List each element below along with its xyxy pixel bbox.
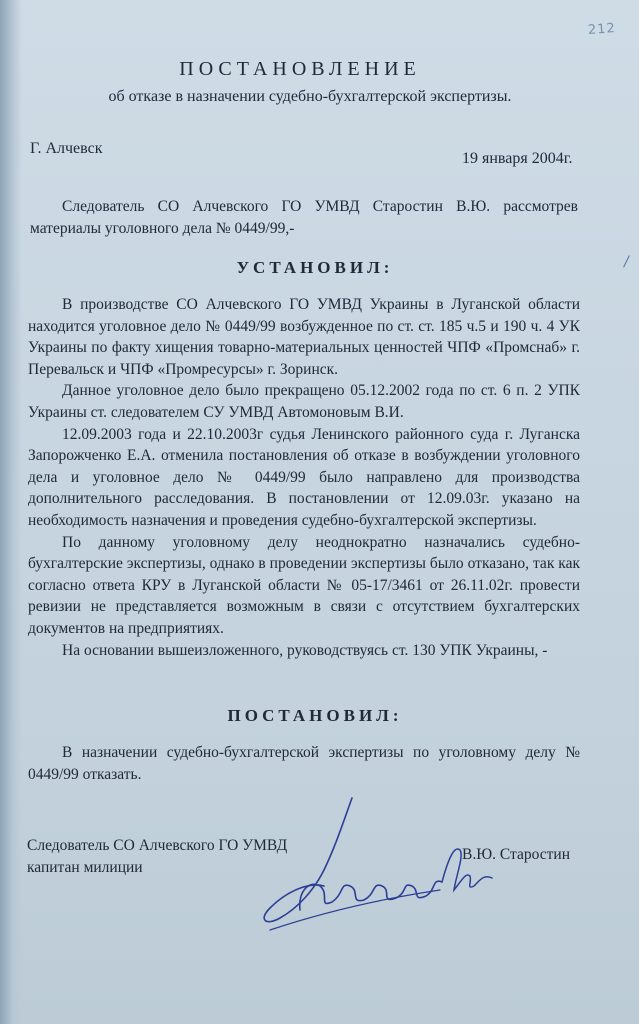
- city: Г. Алчевск: [30, 140, 103, 157]
- body-paragraph: По данному уголовному делу неоднократно назначались судебно-бухгалтерские экспертизы, однако в проведении экспертизы было отказано, так как согласно ответа КРУ в Луганской области № 05-17/3461 от 26.11.02г. провести ревизии не представляется возможным в связи с отсутствием бухгалтерских документов на предприятиях.: [28, 533, 580, 637]
- page-number: 212: [587, 21, 617, 38]
- signer-title: Следователь СО Алчевского ГО УМВД: [27, 837, 288, 854]
- document-title: ПОСТАНОВЛЕНИЕ: [179, 58, 421, 80]
- body-paragraph: Данное уголовное дело было прекращено 05.12.2002 года по ст. 6 п. 2 УПК Украины ст. следователем СУ УМВД Автомоновым В.И.: [28, 382, 580, 421]
- resolved-heading: ПОСТАНОВИЛ:: [227, 706, 403, 725]
- document-subtitle: об отказе в назначении судебно-бухгалтерской экспертизы.: [108, 88, 512, 105]
- body-paragraph: 12.09.2003 года и 22.10.2003г судья Ленинского районного суда г. Луганска Запорожченко Е.А. отменила постановления об отказе в возбуждении уголовного дела и уголовное дело № 0449/99 было направлено для производства дополнительного расследования. В постановлении от 12.09.03г. указано на необходимость назначения и проведения судебно-бухгалтерской экспертизы.: [28, 425, 580, 529]
- page-edge-shadow: [0, 0, 22, 1024]
- handwritten-signature: [240, 790, 510, 960]
- signer-rank: капитан милиции: [27, 859, 143, 876]
- intro-paragraph: Следователь СО Алчевского ГО УМВД Старостин В.Ю. рассмотрев материалы уголовного дела № 0449/99,-: [30, 198, 578, 237]
- resolution-paragraph: В назначении судебно-бухгалтерской экспертизы по уголовному делу № 0449/99 отказать.: [28, 744, 580, 783]
- body-paragraph: На основании вышеизложенного, руководствуясь ст. 130 УПК Украины, -: [62, 641, 548, 659]
- document-body: [28, 294, 580, 661]
- signer-name: В.Ю. Старостин: [462, 846, 571, 863]
- established-heading: УСТАНОВИЛ:: [236, 258, 394, 277]
- body-paragraph: В производстве СО Алчевского ГО УМВД Украины в Луганской области находится уголовное дело № 0449/99 возбужденное по ст. ст. 185 ч.5 и 190 ч. 4 УК Украины по факту хищения товарно-материальных ценностей ЧПФ «Промснаб» г. Перевальск и ЧПФ «Промресурсы» г. Зоринск.: [28, 296, 580, 378]
- document-date: 19 января 2004г.: [462, 150, 573, 167]
- margin-mark: /: [624, 254, 629, 270]
